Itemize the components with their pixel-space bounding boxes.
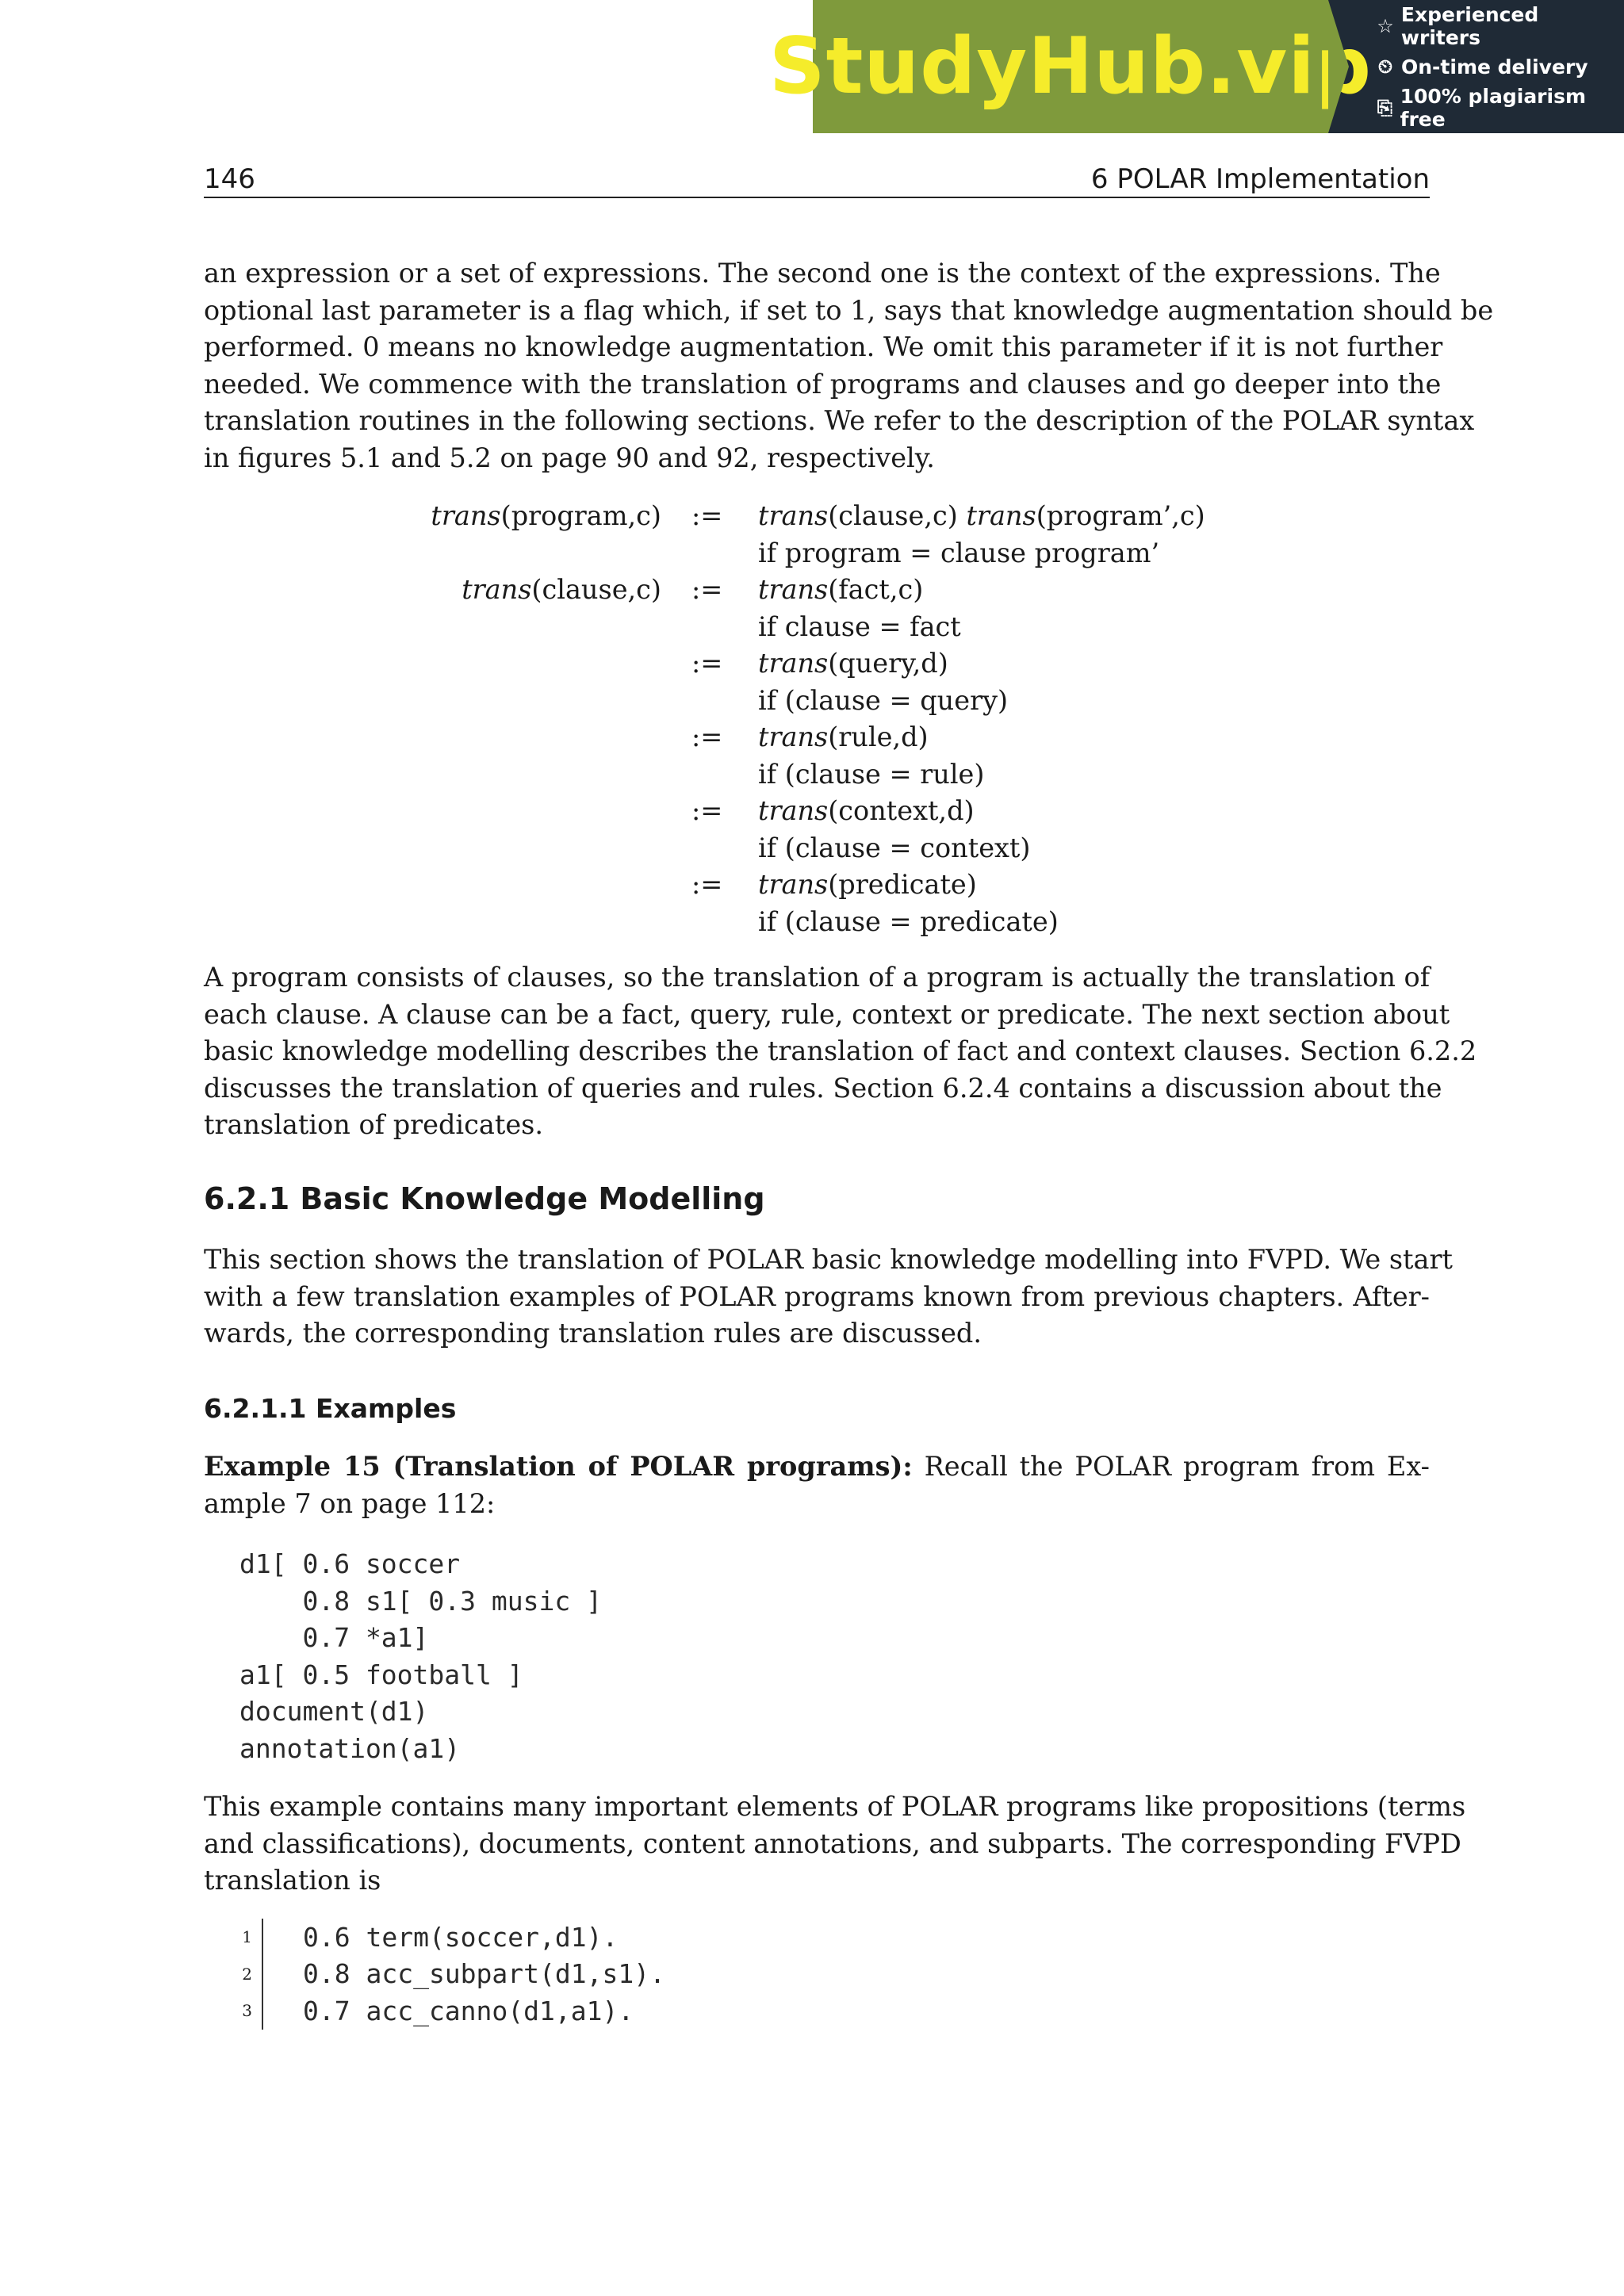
fvpd-code-listing [230,1919,665,2030]
brand-logo: StudyHub.vip [769,21,1373,112]
text-line: translation is [204,1865,381,1896]
equation-text: (context,d) [828,795,975,826]
text-line: each clause. A clause can be a fact, query, rule, context or predicate. The next section about [204,998,1450,1030]
subsection-heading: 6.2.1.1 Examples [204,1393,457,1424]
equation-rhs [758,719,929,756]
paragraph-intro [204,255,1494,476]
equation-rhs [758,867,977,904]
equation-operator: := [691,721,723,752]
paragraph-section-intro [204,1242,1453,1353]
feature-text: Experienced writers [1400,2,1539,49]
text-line: This example contains many important elements of POLAR programs like propositions (terms [204,1791,1466,1822]
equation-text: (predicate) [828,869,977,900]
function-name: trans [431,500,501,531]
function-name: trans [758,721,829,752]
equation-text: if clause = fact [758,610,961,642]
paragraph-program-clauses [204,959,1477,1144]
equation-rhs [758,572,923,609]
line-divider [262,1956,263,1993]
banner-arrow-shape [1328,0,1349,133]
equation-text: (query,d) [828,648,948,679]
equation-rhs [758,535,1159,572]
star-icon: ☆ [1377,14,1394,37]
text-line: ample 7 on page 112: [204,1487,496,1519]
text-line: performed. 0 means no knowledge augmentation. We omit this parameter if it is not further [204,331,1443,362]
line-divider [262,1919,263,1956]
feature-item [1376,55,1624,78]
polar-code-block [239,1546,602,1767]
function-name: trans [966,500,1036,531]
code-line: d1[ 0.6 soccer [239,1548,461,1579]
text-line: and classifications), documents, content annotations, and subparts. The corresponding FVPD [204,1827,1461,1859]
text-line: needed. We commence with the translation of programs and clauses and go deeper into the [204,368,1442,400]
text-line: in figures 5.1 and 5.2 on page 90 and 92, respectively. [204,442,935,473]
equation-operator: := [691,574,723,605]
brand-panel [769,0,1373,133]
code-line: annotation(a1) [239,1732,461,1764]
equation-text: if (clause = predicate) [758,905,1059,937]
feature-text: On-time delivery [1401,55,1588,78]
code-line: document(d1) [239,1696,429,1727]
text-line: translation of predicates. [204,1109,543,1140]
equation-rhs [758,683,1008,720]
text-line: translation routines in the following sections. We refer to the description of the POLAR syntax [204,405,1475,436]
text-line: basic knowledge modelling describes the translation of fact and context clauses. Section 6.2.2 [204,1035,1477,1066]
function-args: (program,c) [500,500,661,531]
equation-rhs [758,904,1059,941]
running-header [204,160,1430,198]
equation-operator: := [691,500,723,531]
equation-text: (fact,c) [828,574,924,605]
equation-rhs [758,645,948,683]
line-number: 3 [242,2001,252,2021]
text-line: A program consists of clauses, so the translation of a program is actually the translation of [204,962,1431,993]
feature-item [1376,85,1624,131]
code-line: a1[ 0.5 football ] [239,1659,523,1690]
copy-icon: ⎘ [1377,96,1392,119]
function-name: trans [758,795,829,826]
paragraph-example-explanation [204,1789,1466,1900]
line-divider [262,1992,263,2030]
text-line: an expression or a set of expressions. The second one is the context of the expressions. The [204,258,1441,289]
equation-rhs [758,756,984,794]
code-text: 0.7 acc_canno(d1,a1). [303,1995,634,2026]
text-line: optional last parameter is a flag which, if set to 1, says that knowledge augmentation should be [204,294,1494,326]
feature-item [1376,3,1624,49]
function-name: trans [758,500,829,531]
equation-text: (program’,c) [1036,500,1205,531]
page-number: 146 [204,163,255,195]
code-listing-line [230,1992,665,2030]
equation-text: if (clause = rule) [758,758,985,790]
equation-rhs [758,830,1030,867]
equation-lhs [201,498,661,535]
equation-operator: := [691,795,723,826]
equation-text: if program = clause program’ [758,537,1160,568]
code-text: 0.6 term(soccer,d1). [303,1921,619,1953]
equation-text: (rule,d) [828,721,929,752]
code-line: 0.8 s1[ 0.3 music ] [239,1585,602,1617]
equation-text: if (clause = query) [758,684,1009,716]
function-name: trans [758,869,829,900]
function-name: trans [758,648,829,679]
function-args: (clause,c) [531,574,661,605]
equation-text: (clause,c) [828,500,967,531]
code-listing-line [230,1919,665,1956]
chapter-title: 6 POLAR Implementation [1090,163,1430,195]
example-text: Recall the POLAR program from Ex- [912,1451,1430,1482]
equation-rhs [758,793,975,830]
code-line: 0.7 *a1] [239,1622,429,1653]
feature-text: 100% plagiarism free [1400,84,1587,131]
text-line: This section shows the translation of POLAR basic knowledge modelling into FVPD. We start [204,1244,1453,1275]
text-line: wards, the corresponding translation rules are discussed. [204,1318,982,1349]
line-number: 2 [242,1964,252,1984]
example-paragraph [204,1448,1430,1522]
code-text: 0.8 acc_subpart(d1,s1). [303,1958,665,1990]
example-label: Example 15 (Translation of POLAR programs): [204,1451,913,1482]
text-line: discusses the translation of queries and rules. Section 6.2.4 contains a discussion about the [204,1072,1442,1104]
equation-operator: := [691,648,723,679]
equation-lhs [201,572,661,609]
function-name: trans [462,574,532,605]
text-line: with a few translation examples of POLAR programs known from previous chapters. After- [204,1280,1430,1312]
function-name: trans [758,574,829,605]
equation-operator: := [691,869,723,900]
section-heading: 6.2.1 Basic Knowledge Modelling [204,1181,765,1216]
equation-text: if (clause = context) [758,832,1031,863]
ad-banner[interactable] [769,0,1624,133]
clock-icon: ⏲ [1377,55,1393,78]
line-number: 1 [242,1927,252,1947]
equation-rhs [758,498,1205,535]
feature-list [1328,0,1624,133]
equation-rhs [758,609,961,646]
code-listing-line [230,1956,665,1993]
